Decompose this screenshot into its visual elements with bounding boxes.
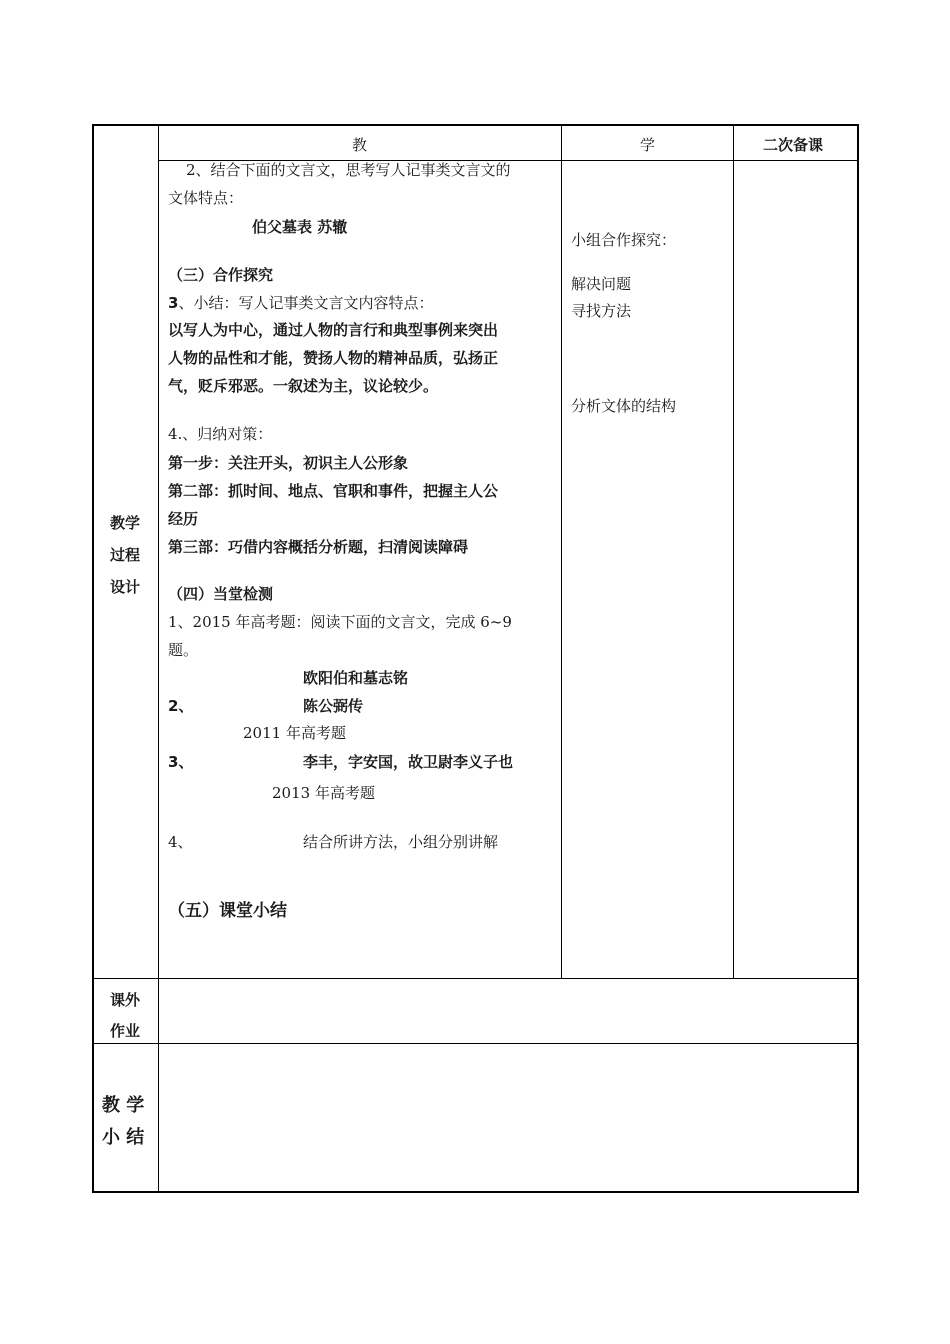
item2-line1: 2、结合下面的文言文，思考写人记事类文言文的 bbox=[186, 161, 511, 179]
strategy-step1: 第一步：关注开头，初识主人公形象 bbox=[168, 454, 409, 472]
table-border-bottom bbox=[92, 1191, 859, 1193]
learn-group: 小组合作探究： bbox=[571, 231, 677, 249]
section3-heading: （三）合作探究 bbox=[168, 266, 274, 284]
strategy-step2-line1: 第二部：抓时间、地点、官职和事件，把握主人公 bbox=[168, 482, 499, 500]
item3-body-2: 人物的品性和才能，赞扬人物的精神品质，弘扬正 bbox=[168, 349, 499, 367]
strategy-step3: 第三部：巧借内容概括分析题，扫清阅读障碍 bbox=[168, 538, 469, 556]
teach-learn-divider bbox=[561, 124, 562, 979]
section4-heading: （四）当堂检测 bbox=[168, 585, 274, 603]
row-label-summary-2: 小 结 bbox=[102, 1127, 145, 1148]
learn-method: 寻找方法 bbox=[571, 302, 632, 320]
learn-solve: 解决问题 bbox=[571, 275, 632, 293]
row-label-process-1: 教学 bbox=[110, 514, 141, 532]
test1-line1: 1、2015 年高考题：阅读下面的文言文，完成 6~9 bbox=[168, 613, 512, 631]
row-divider-homework bbox=[92, 1043, 859, 1044]
header-second-prep: 二次备课 bbox=[763, 136, 824, 154]
strategy-step2-line2: 经历 bbox=[168, 510, 199, 528]
item3-body-3: 气，贬斥邪恶。一叙述为主，议论较少。 bbox=[168, 377, 439, 395]
test3-title: 李丰，字安国，故卫尉李义子也 bbox=[303, 753, 514, 771]
header-learn: 学 bbox=[640, 136, 656, 154]
section5-heading: （五）课堂小结 bbox=[168, 901, 287, 921]
test2-year: 2011 年高考题 bbox=[243, 724, 346, 742]
test4-number: 4、 bbox=[168, 833, 193, 851]
item2-line2: 文体特点： bbox=[168, 189, 244, 207]
test2-title: 陈公弼传 bbox=[303, 697, 364, 715]
label-column-divider bbox=[158, 124, 159, 1193]
item3-number: 3 bbox=[168, 294, 179, 312]
row-label-homework-1: 课外 bbox=[110, 991, 141, 1009]
test4-text: 结合所讲方法，小组分别讲解 bbox=[303, 833, 499, 851]
row-label-process-3: 设计 bbox=[110, 578, 141, 596]
test3-year: 2013 年高考题 bbox=[272, 784, 375, 802]
test3-number: 3、 bbox=[168, 753, 194, 771]
test1-line2: 题。 bbox=[168, 641, 199, 659]
learn-analyze: 分析文体的结构 bbox=[571, 397, 677, 415]
learn-prep-divider bbox=[733, 124, 734, 979]
header-teach: 教 bbox=[352, 136, 368, 154]
row-label-summary-1: 教 学 bbox=[102, 1095, 145, 1116]
item4-heading: 4.、归纳对策： bbox=[168, 425, 273, 443]
item3-label: 、小结：写人记事类文言文内容特点： bbox=[178, 294, 434, 312]
text-title: 伯父墓表 苏辙 bbox=[252, 218, 348, 236]
row-label-homework-2: 作业 bbox=[110, 1022, 141, 1040]
table-border-top bbox=[92, 124, 859, 126]
item3-heading bbox=[168, 293, 433, 313]
test1-title: 欧阳伯和墓志铭 bbox=[303, 669, 409, 687]
row-divider-process bbox=[92, 978, 859, 979]
table-border-right bbox=[857, 124, 859, 1193]
item3-body-1: 以写人为中心，通过人物的言行和典型事例来突出 bbox=[168, 321, 499, 339]
row-label-process-2: 过程 bbox=[110, 546, 141, 564]
test2-number: 2、 bbox=[168, 697, 194, 715]
table-border-left bbox=[92, 124, 94, 1193]
